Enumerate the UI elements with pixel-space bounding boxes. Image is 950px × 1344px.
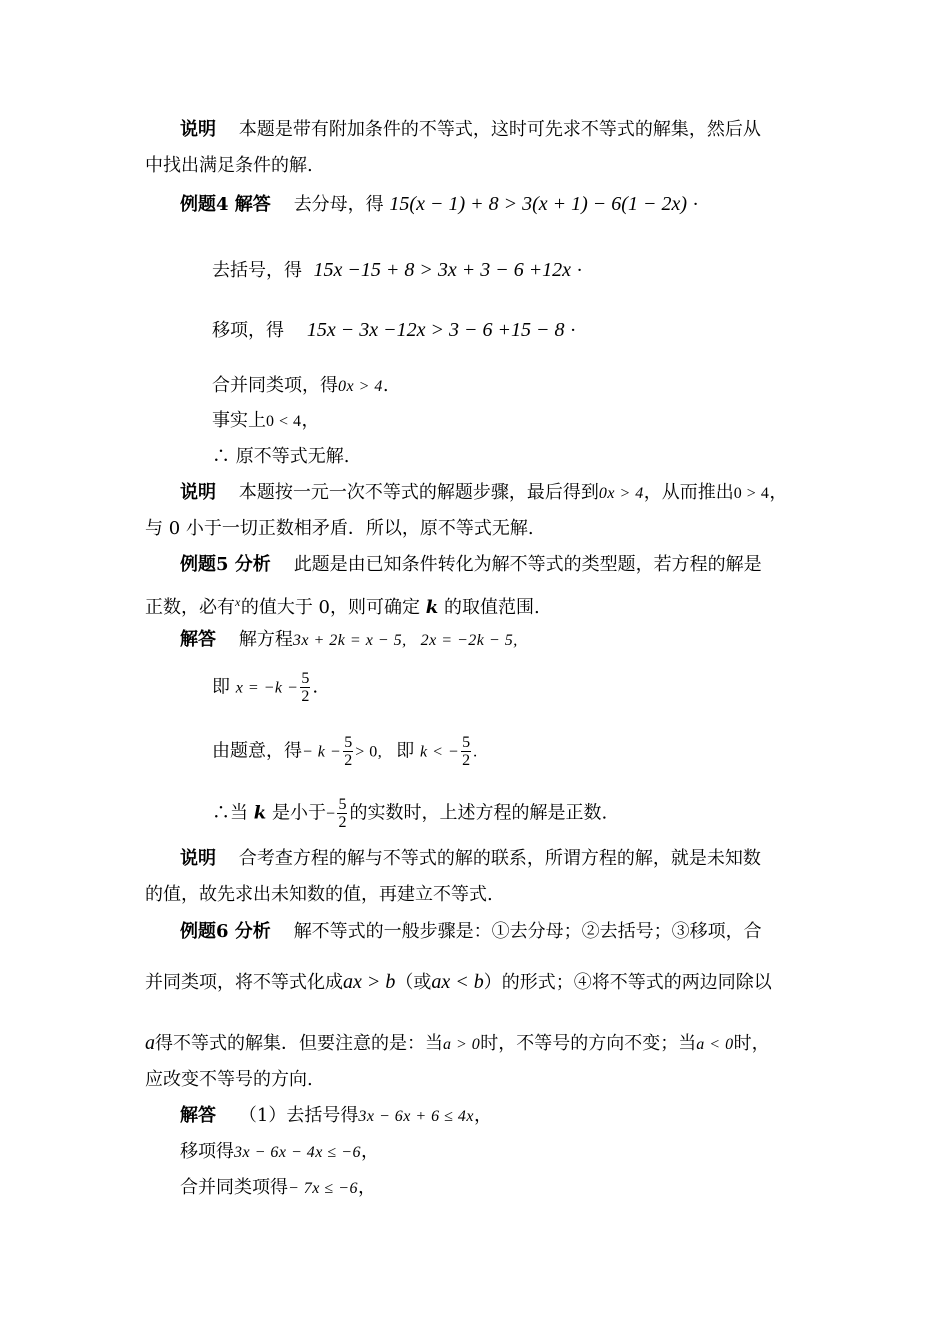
step-2-end: · <box>576 260 583 281</box>
fraction-denominator: 2 <box>344 752 353 769</box>
step-4-end: . <box>382 375 389 396</box>
step-3-math: 15x − 3x −12x > 3 − 6 +15 − 8 <box>306 319 565 341</box>
example-6-answer-step-2 <box>180 1140 379 1165</box>
note-1-text: 本题是带有附加条件的不等式，这时可先求不等式的解集，然后从 <box>238 119 761 140</box>
step-2-text: 去括号，得 <box>212 260 302 281</box>
fraction-numerator: 5 <box>344 734 353 751</box>
step-4-text: 合并同类项，得 <box>212 375 338 396</box>
example-6-label: 例题6 分析 <box>180 921 271 942</box>
note-2-text-b: ，从而推出 <box>643 482 734 503</box>
example-6-l2-math-2: ax < b <box>431 971 484 993</box>
yi-math-2: k < − <box>419 743 460 761</box>
fraction-numerator: 5 <box>338 796 347 813</box>
example-5-var-x: x <box>235 595 241 609</box>
note-1-label: 说明 <box>180 119 216 140</box>
example-4-step-5 <box>212 409 320 434</box>
note-2-math-b: 0 > 4 <box>733 485 770 502</box>
example-6-l2-a: 并同类项，将不等式化成 <box>145 972 343 993</box>
example-5-conclusion <box>212 796 607 831</box>
note-2-text-a: 本题按一元一次不等式的解题步骤，最后得到 <box>238 482 599 503</box>
example-5-answer-math-2: 2x = −2k − 5, <box>420 632 518 649</box>
conclusion-minus: − <box>325 805 336 823</box>
example-6-l3-math-1: a > 0 <box>443 1036 481 1053</box>
fraction-denominator: 2 <box>301 688 310 705</box>
example-5-cont-a: 正数，必有 <box>145 597 235 618</box>
example-6-line-3 <box>145 1031 770 1057</box>
step-4-math: 0x > 4 <box>338 378 383 395</box>
s1-text: （1）去括号得 <box>238 1105 359 1126</box>
yi-text: 由题意，得 <box>212 740 302 762</box>
yi-ji: 即 <box>396 740 415 762</box>
fraction-denominator: 2 <box>462 752 471 769</box>
step-2-math: 15x −15 + 8 > 3x + 3 − 6 +12x <box>313 259 572 281</box>
s3-end: ， <box>357 1177 376 1198</box>
example-4-step-2 <box>212 258 583 283</box>
step-1-text: 去分母，得 <box>293 194 384 215</box>
note-2-line-1 <box>180 481 787 506</box>
example-5-answer-line <box>180 628 518 653</box>
note-1-line-1 <box>180 118 761 142</box>
note-3-label: 说明 <box>180 848 216 869</box>
conclusion-b: 是小于 <box>271 802 326 824</box>
yi-math-1: − k − <box>302 743 342 761</box>
example-6-line-2 <box>145 970 772 995</box>
fraction-five-halves <box>300 670 310 705</box>
example-6-answer-step-3 <box>180 1176 376 1201</box>
conclusion-c: 的实数时，上述方程的解是正数. <box>349 802 608 824</box>
example-6-var-a: a <box>145 1032 155 1054</box>
example-6-l2-math-1: ax > b <box>343 971 396 993</box>
step-5-end: ， <box>301 410 320 431</box>
fraction-five-halves-2 <box>343 734 353 769</box>
fraction-five-halves-3 <box>461 734 471 769</box>
example-6-l2-b: （或 <box>395 972 432 993</box>
step-5-math: 0 < 4 <box>266 413 302 430</box>
s1-end: ， <box>474 1105 493 1126</box>
example-5-yi-line <box>212 734 478 769</box>
note-1-line-2: 中找出满足条件的解. <box>145 155 313 176</box>
fraction-denominator: 2 <box>338 814 347 831</box>
ji-end: . <box>312 676 319 698</box>
note-3-text: 合考查方程的解与不等式的解的联系，所谓方程的解，就是未知数 <box>238 848 761 869</box>
note-2-label: 说明 <box>180 482 216 503</box>
example-5-label: 例题5 分析 <box>180 554 271 575</box>
example-5-answer-text: 解方程 <box>238 629 293 650</box>
example-5-text: 此题是由已知条件转化为解不等式的类型题，若方程的解是 <box>293 554 762 575</box>
step-5-text: 事实上 <box>212 410 266 431</box>
example-5-line-1 <box>180 553 762 577</box>
example-4-step-3 <box>212 318 576 343</box>
example-6-l3-c: 时，不等号的方向不变；当 <box>480 1033 697 1054</box>
conclusion-var-k: k <box>253 802 267 824</box>
note-3-line-2: 的值，故先求出未知数的值，再建立不等式. <box>145 884 493 905</box>
example-4-step-4 <box>212 374 389 399</box>
note-2-text-c: ， <box>769 482 788 503</box>
yi-end: . <box>473 743 478 761</box>
fraction-five-halves-4 <box>337 796 347 831</box>
example-6-text: 解不等式的一般步骤是：①去分母；②去括号；③移项，合 <box>293 921 762 942</box>
example-4-conclusion: ∴ 原不等式无解. <box>212 446 350 467</box>
example-5-ji-line <box>212 670 318 705</box>
note-3-line-1 <box>180 847 761 871</box>
ji-text: 即 <box>212 676 230 698</box>
example-6-l3-math-2: a < 0 <box>696 1036 734 1053</box>
example-5-line-2 <box>145 590 540 620</box>
step-1-math: 15(x − 1) + 8 > 3(x + 1) − 6(1 − 2x) <box>389 193 687 215</box>
example-6-l2-c: ）的形式；④将不等式的两边同除以 <box>483 972 772 993</box>
s3-math: − 7x ≤ −6 <box>288 1180 358 1197</box>
example-6-answer-step-1 <box>180 1104 492 1129</box>
conclusion-a: ∴当 <box>212 802 248 824</box>
s3-text: 合并同类项得 <box>180 1177 288 1198</box>
example-5-var-k: k <box>425 597 439 618</box>
fraction-numerator: 5 <box>462 734 471 751</box>
example-6-line-4: 应改变不等号的方向. <box>145 1069 313 1090</box>
yi-math-1-end: > 0, <box>355 743 383 761</box>
example-6-line-1 <box>180 920 762 944</box>
s2-end: ， <box>360 1141 379 1162</box>
s2-math: 3x − 6x − 4x ≤ −6 <box>234 1144 361 1161</box>
ji-math: x = −k − <box>235 679 299 697</box>
example-5-cont-b: 的值大于 0，则可确定 <box>240 597 421 618</box>
s2-text: 移项得 <box>180 1141 234 1162</box>
step-3-text: 移项，得 <box>212 320 284 341</box>
example-5-answer-label: 解答 <box>180 629 216 650</box>
example-4-label: 例题4 解答 <box>180 194 271 215</box>
note-2-line-2: 与 0 小于一切正数相矛盾．所以，原不等式无解. <box>145 518 534 539</box>
example-5-answer-math-1: 3x + 2k = x − 5, <box>292 632 407 649</box>
s1-math: 3x − 6x + 6 ≤ 4x <box>358 1108 475 1125</box>
example-6-l3-d: 时， <box>733 1033 770 1054</box>
example-5-cont-c: 的取值范围. <box>443 597 540 618</box>
example-4-step-1 <box>180 192 698 217</box>
step-3-end: · <box>570 320 576 341</box>
note-2-math-a: 0x > 4 <box>598 485 644 502</box>
fraction-numerator: 5 <box>301 670 310 687</box>
step-1-end: · <box>692 194 699 215</box>
example-6-answer-label: 解答 <box>180 1105 216 1126</box>
example-6-l3-b: 得不等式的解集．但要注意的是：当 <box>155 1033 443 1054</box>
